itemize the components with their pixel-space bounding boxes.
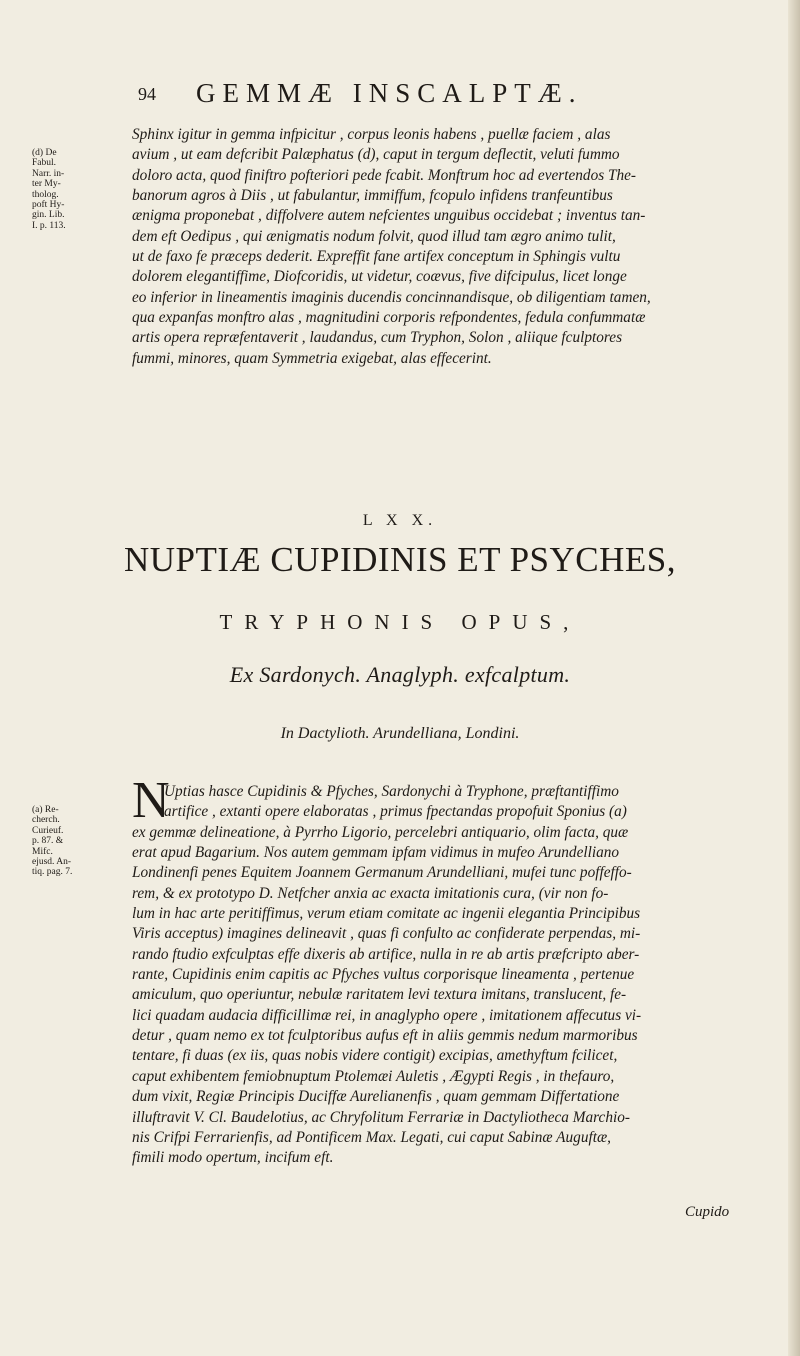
margin-note-line: I. p. 113.: [32, 220, 66, 231]
text-line: qua expanfas monftro alas , magnitudini corporis refpondentes, fedula confummatæ: [132, 309, 646, 327]
text-line: artis opera repræfentaverit , laudandus, cum Tryphon, Solon , aliique fculptores: [132, 329, 623, 347]
source-line: Ex Sardonych. Anaglyph. exfcalptum.: [229, 662, 571, 687]
artist-line: TRYPHONIS OPUS,: [219, 610, 581, 634]
text-line: artifice , extanti opere elaboratas , primus fpectandas propofuit Sponius (a): [164, 803, 627, 821]
text-line: doloro acta, quod finiftro pofteriori pede fcabit. Monftrum hoc ad evertendos The-: [132, 166, 637, 184]
margin-note-line: Curieuf.: [32, 825, 64, 836]
text-line: rante, Cupidinis enim capitis ac Pfyches vultus corporisque lineamenta , pertenue: [132, 966, 635, 984]
margin-note-line: p. 87. &: [32, 836, 64, 847]
margin-note-line: Fabul.: [32, 158, 57, 169]
location-line: In Dactylioth. Arundelliana, Londini.: [280, 725, 520, 742]
body-paragraph: [132, 782, 768, 1169]
section-numeral: L X X.: [362, 512, 438, 529]
text-line: nis Crifpi Ferrarienfis, ad Pontificem Max. Legati, cui caput Sabinæ Auguftæ,: [132, 1128, 611, 1146]
text-line: Sphinx igitur in gemma infpicitur , corpus leonis habens , puellæ faciem , alas: [132, 126, 611, 143]
margin-note-a: [32, 805, 122, 878]
catchword: Cupido: [685, 1204, 730, 1220]
text-line: avium , ut eam defcribit Palæphatus (d), caput in tergum deflectit, veluti fummo: [132, 146, 620, 164]
page-header: [138, 78, 678, 114]
text-line: Viris acceptus) imagines delineavit , quas fi confulto ac confiderate perpendas, mi-: [132, 925, 641, 943]
margin-note-line: (a) Re-: [32, 805, 59, 815]
margin-note-line: gin. Lib.: [32, 210, 65, 221]
margin-note-line: poft Hy-: [32, 200, 65, 211]
section-title: NUPTIÆ CUPIDINIS ET PSYCHES,: [123, 540, 677, 579]
margin-note-line: Mifc.: [32, 846, 53, 857]
margin-note-d: [32, 148, 122, 231]
text-line: dolorem elegantiffime, Diofcoridis, ut videtur, coævus, five difcipulus, licet longe: [132, 268, 627, 286]
margin-note-line: (d) De: [32, 148, 57, 158]
text-line: erat apud Bagarium. Nos autem gemmam ipfam vidimus in mufeo Arundelliano: [132, 844, 620, 862]
text-line: ut de faxo fe præceps dederit. Expreffit fane artifex conceptum in Sphingis vultu: [132, 248, 621, 266]
text-line: caput exhibentem femiobnuptum Ptolemæi Auletis , Ægypti Regis , in thefauro,: [132, 1067, 615, 1085]
text-line: ænigma proponebat , diffolvere autem nefcientes unguibus occidebat ; inventus tan-: [132, 207, 646, 225]
text-line: Londinenfi penes Equitem Joannem Germanum Arundelliani, mufei tunc poffeffo-: [132, 864, 632, 882]
page-number: 94: [138, 84, 156, 104]
margin-note-line: cherch.: [32, 815, 60, 826]
text-line: eo inferior in lineamentis imaginis ducendis concinnandisque, ob diligentiam tamen,: [132, 288, 651, 306]
margin-note-line: Narr. in-: [32, 168, 65, 179]
text-line: lum in hac arte peritiffimus, verum etiam comitate ac ingenii elegantia Principibus: [132, 905, 641, 923]
text-line: illuftravit V. Cl. Baudelotius, ac Chryfolitum Ferrariæ in Dactyliotheca Marchio-: [132, 1108, 630, 1126]
margin-note-line: tholog.: [32, 189, 59, 200]
text-line: lici quadam audacia difficillimæ rei, in anaglypho opere , imitationem affecutus vi-: [132, 1006, 642, 1024]
text-line: rando ftudio exfculptas effe dixeris ab artifice, nulla in re ab artis præfcripto aber-: [132, 945, 640, 963]
text-line: Uptias hasce Cupidinis & Pfyches, Sardonychi à Tryphone, præftantiffimo: [164, 783, 619, 800]
text-line: banorum agros à Diis , ut fabulantur, immiffum, fcopulo infidens tranfeuntibus: [132, 187, 613, 205]
text-line: dum vixit, Regiæ Principis Duciffæ Aurelianenfis , quam gemmam Differtatione: [132, 1088, 620, 1106]
text-line: tentare, fi duas (ex iis, quas nobis videre contigit) excipias, amethyftum fcilicet,: [132, 1047, 618, 1065]
margin-note-line: tiq. pag. 7.: [32, 867, 73, 878]
margin-note-line: ter My-: [32, 179, 61, 190]
text-line: rem, & ex prototypo D. Netfcher anxia ac exacta imitationis cura, (vir non fo-: [132, 884, 609, 902]
text-line: fummi, minores, quam Symmetria exigebat, alas effecerint.: [132, 349, 492, 367]
running-head: GEMMÆ INSCALPTÆ.: [196, 78, 583, 108]
text-line: fimili modo opertum, incifum eft.: [132, 1149, 334, 1167]
text-line: ex gemmæ delineatione, à Pyrrho Ligorio, percelebri antiquario, olim facta, quæ: [132, 823, 629, 841]
text-line: detur , quam nemo ex tot fculptoribus aufus eft in aliis gemmis nedum marmoribus: [132, 1027, 638, 1045]
drop-cap: N: [132, 772, 170, 829]
text-line: amiculum, quo operiuntur, nebulæ raritatem levi textura imitans, translucent, fe-: [132, 986, 627, 1004]
sphinx-paragraph: [132, 125, 768, 369]
margin-note-line: ejusd. An-: [32, 857, 72, 868]
text-line: dem eft Oedipus , qui ænigmatis nodum folvit, quod illud tam ægro animo tulit,: [132, 227, 616, 245]
